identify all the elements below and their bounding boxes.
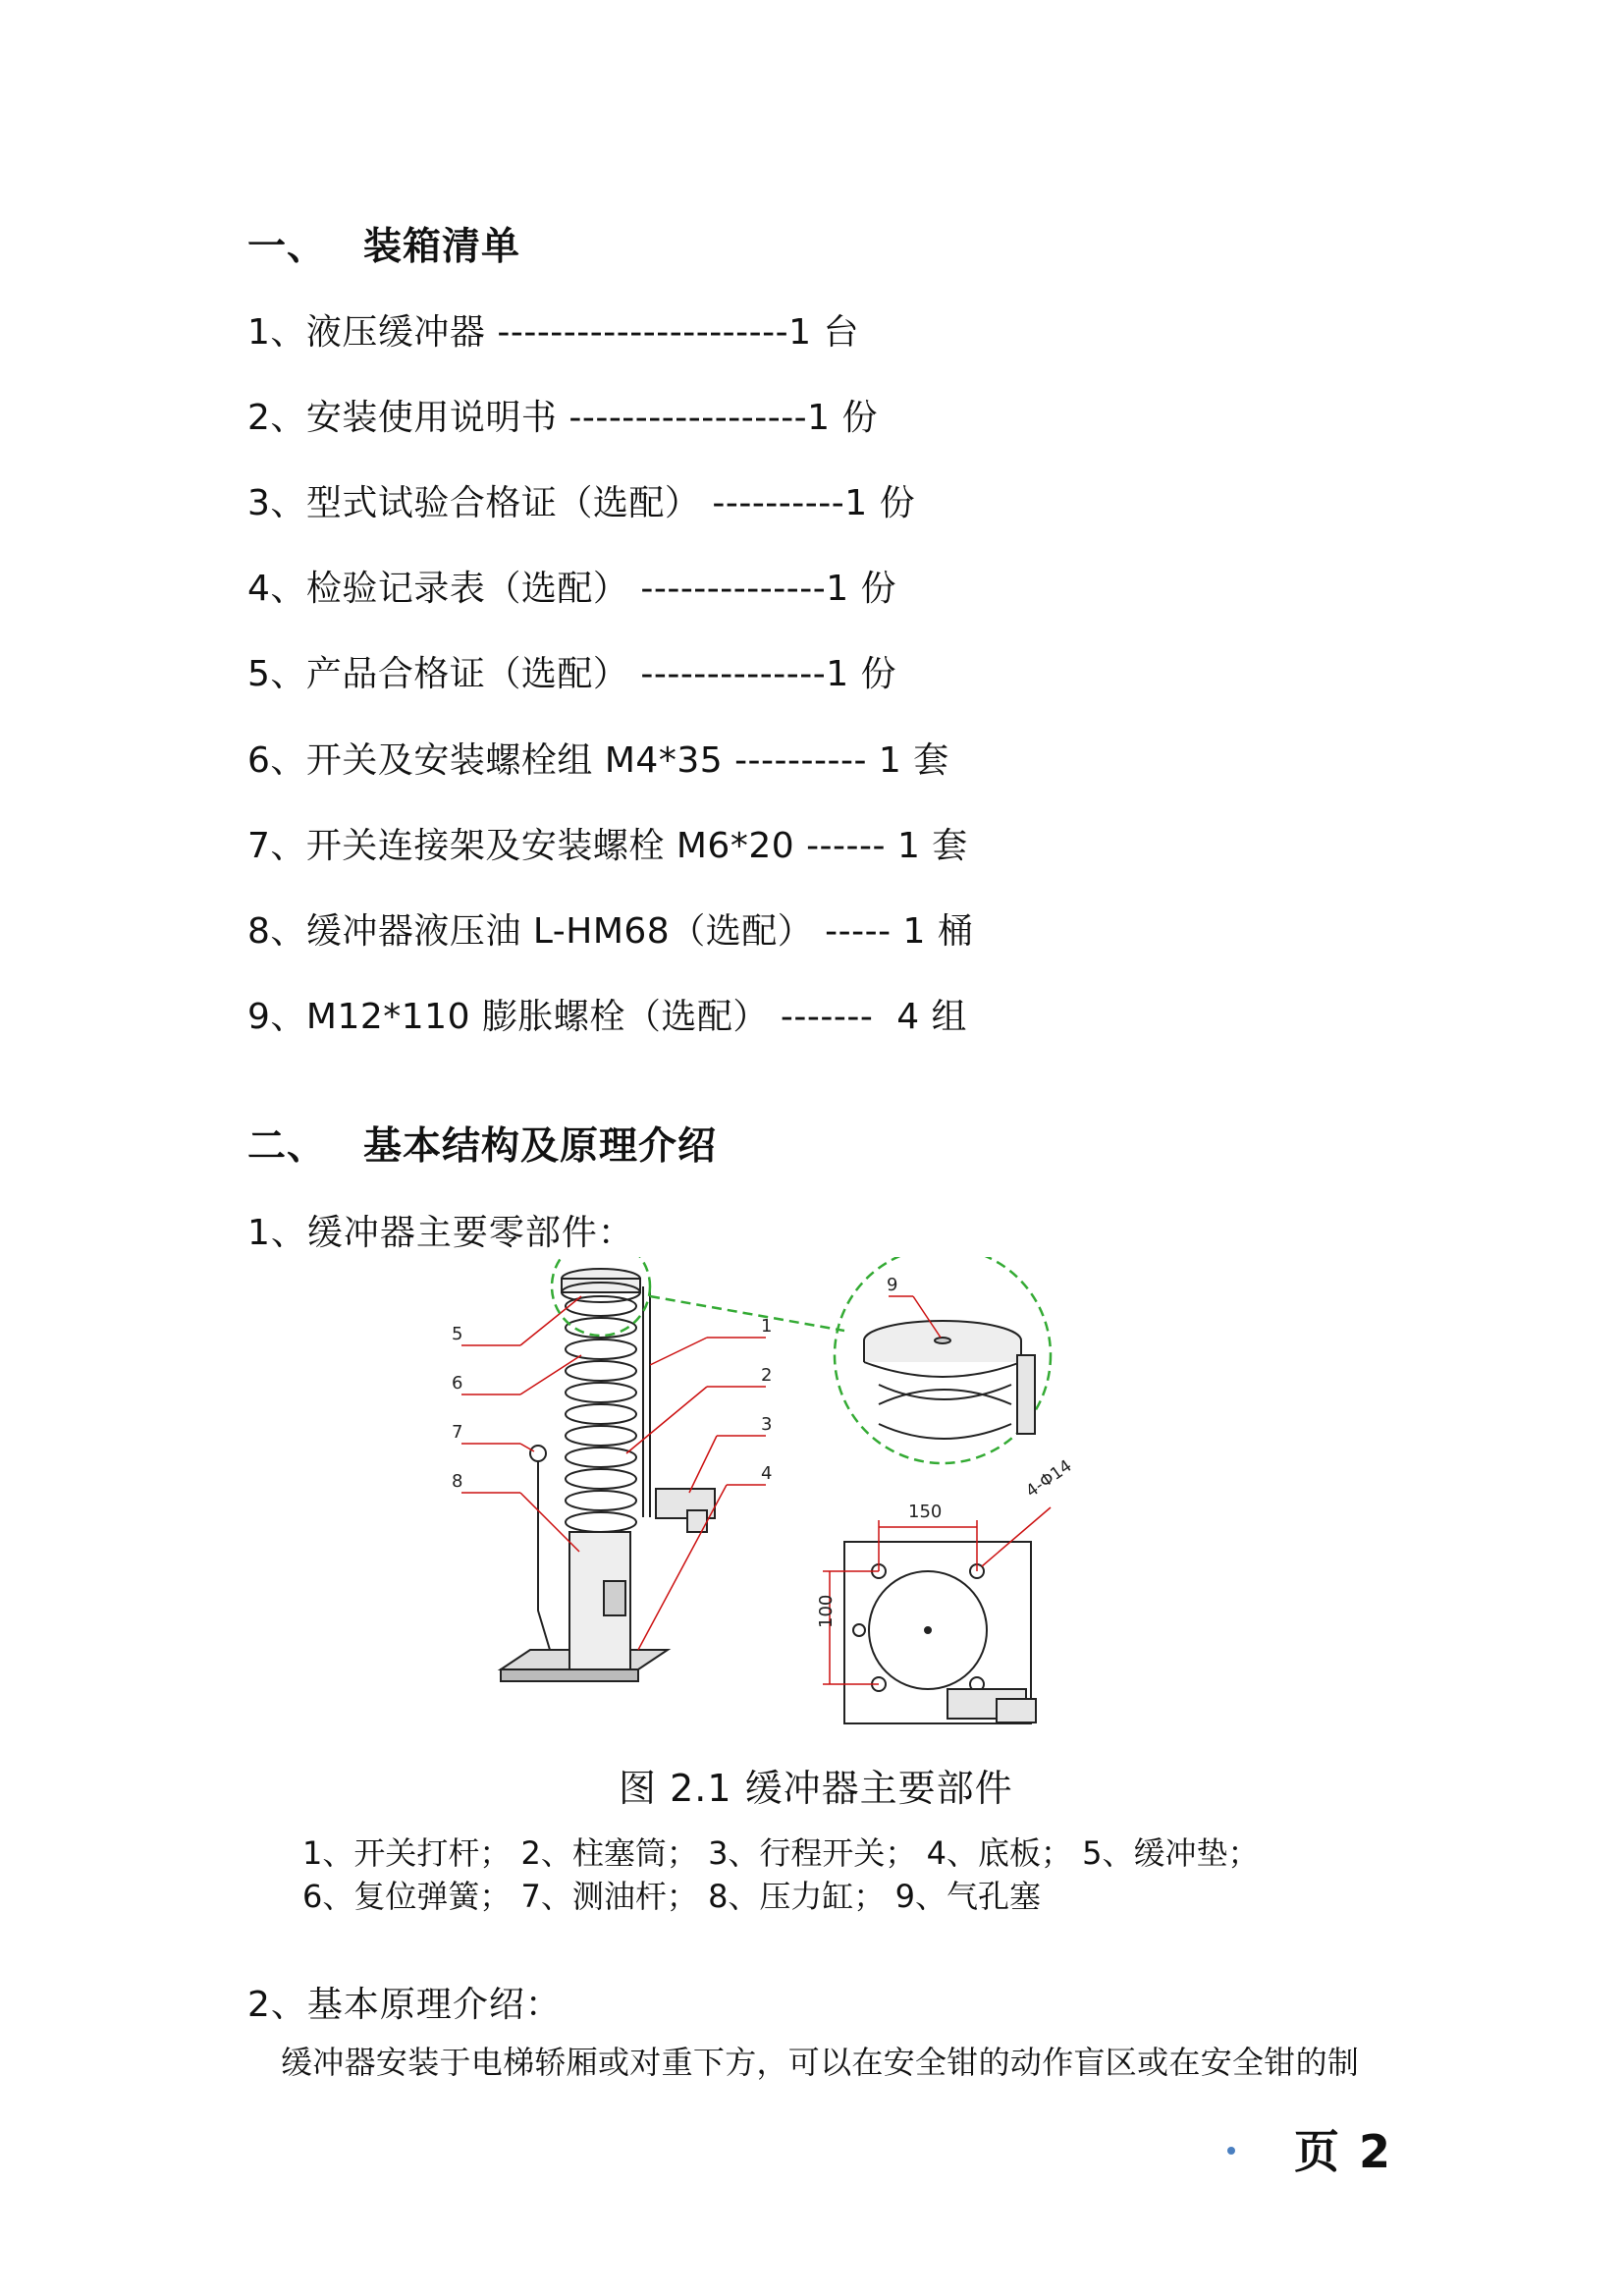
section-title: 基本结构及原理介绍 xyxy=(363,1124,718,1169)
list-item: 6、开关及安装螺栓组 M4*35 ---------- 1 套 xyxy=(247,740,949,781)
figure-caption: 图 2.1 缓冲器主要部件 xyxy=(619,1767,1013,1810)
callout-label: 3 xyxy=(761,1414,773,1435)
list-item: 5、产品合格证（选配） --------------1 份 xyxy=(247,654,897,694)
list-item: 1、液压缓冲器 ----------------------1 台 xyxy=(247,312,859,353)
callout-label: 5 xyxy=(452,1324,463,1344)
dim-width-label: 150 xyxy=(908,1502,943,1522)
callout-label: 9 xyxy=(887,1275,898,1295)
dim-holes-label: 4-Φ14 xyxy=(1022,1455,1076,1503)
page-number: 页 2 xyxy=(1294,2125,1393,2178)
callout-label: 8 xyxy=(452,1471,463,1492)
subheading-main-parts: 1、缓冲器主要零部件： xyxy=(247,1213,634,1253)
dimension-lines xyxy=(823,1507,1051,1684)
callout-label: 6 xyxy=(452,1373,463,1394)
buffer-parts-figure xyxy=(432,1257,1198,1748)
section-number: 一、 xyxy=(247,225,327,269)
subheading-principle: 2、基本原理介绍： xyxy=(247,1985,562,2025)
callout-label: 4 xyxy=(761,1463,773,1484)
section-number: 二、 xyxy=(247,1124,327,1169)
list-item: 3、型式试验合格证（选配） ----------1 份 xyxy=(247,483,916,523)
list-item: 7、开关连接架及安装螺栓 M6*20 ------ 1 套 xyxy=(247,826,968,866)
callout-label: 2 xyxy=(761,1365,773,1386)
dim-height-label: 100 xyxy=(816,1594,837,1628)
list-item: 2、安装使用说明书 ------------------1 份 xyxy=(247,398,879,438)
spring-coils xyxy=(566,1296,636,1532)
buffer-assembly-drawing xyxy=(501,1269,715,1681)
base-plate-top-view xyxy=(844,1542,1036,1723)
list-item: 8、缓冲器液压油 L-HM68（选配） ----- 1 桶 xyxy=(247,911,974,952)
callout-label: 7 xyxy=(452,1422,463,1443)
section-heading-packing-list xyxy=(247,216,520,271)
callout-label: 1 xyxy=(761,1316,773,1337)
section-heading-structure xyxy=(247,1116,717,1171)
detail-top-pad xyxy=(864,1321,1035,1439)
footer-dot xyxy=(1227,2147,1235,2155)
principle-paragraph: 缓冲器安装于电梯轿厢或对重下方，可以在安全钳的动作盲区或在安全钳的制 xyxy=(281,2044,1360,2081)
section-title: 装箱清单 xyxy=(363,225,521,269)
figure-legend-line: 6、复位弹簧； 7、测油杆； 8、压力缸； 9、气孔塞 xyxy=(302,1878,1041,1915)
figure-legend-line: 1、开关打杆； 2、柱塞筒； 3、行程开关； 4、底板； 5、缓冲垫； xyxy=(302,1834,1260,1872)
list-item: 4、检验记录表（选配） --------------1 份 xyxy=(247,569,897,609)
list-item: 9、M12*110 膨胀螺栓（选配） ------- 4 组 xyxy=(247,997,968,1037)
